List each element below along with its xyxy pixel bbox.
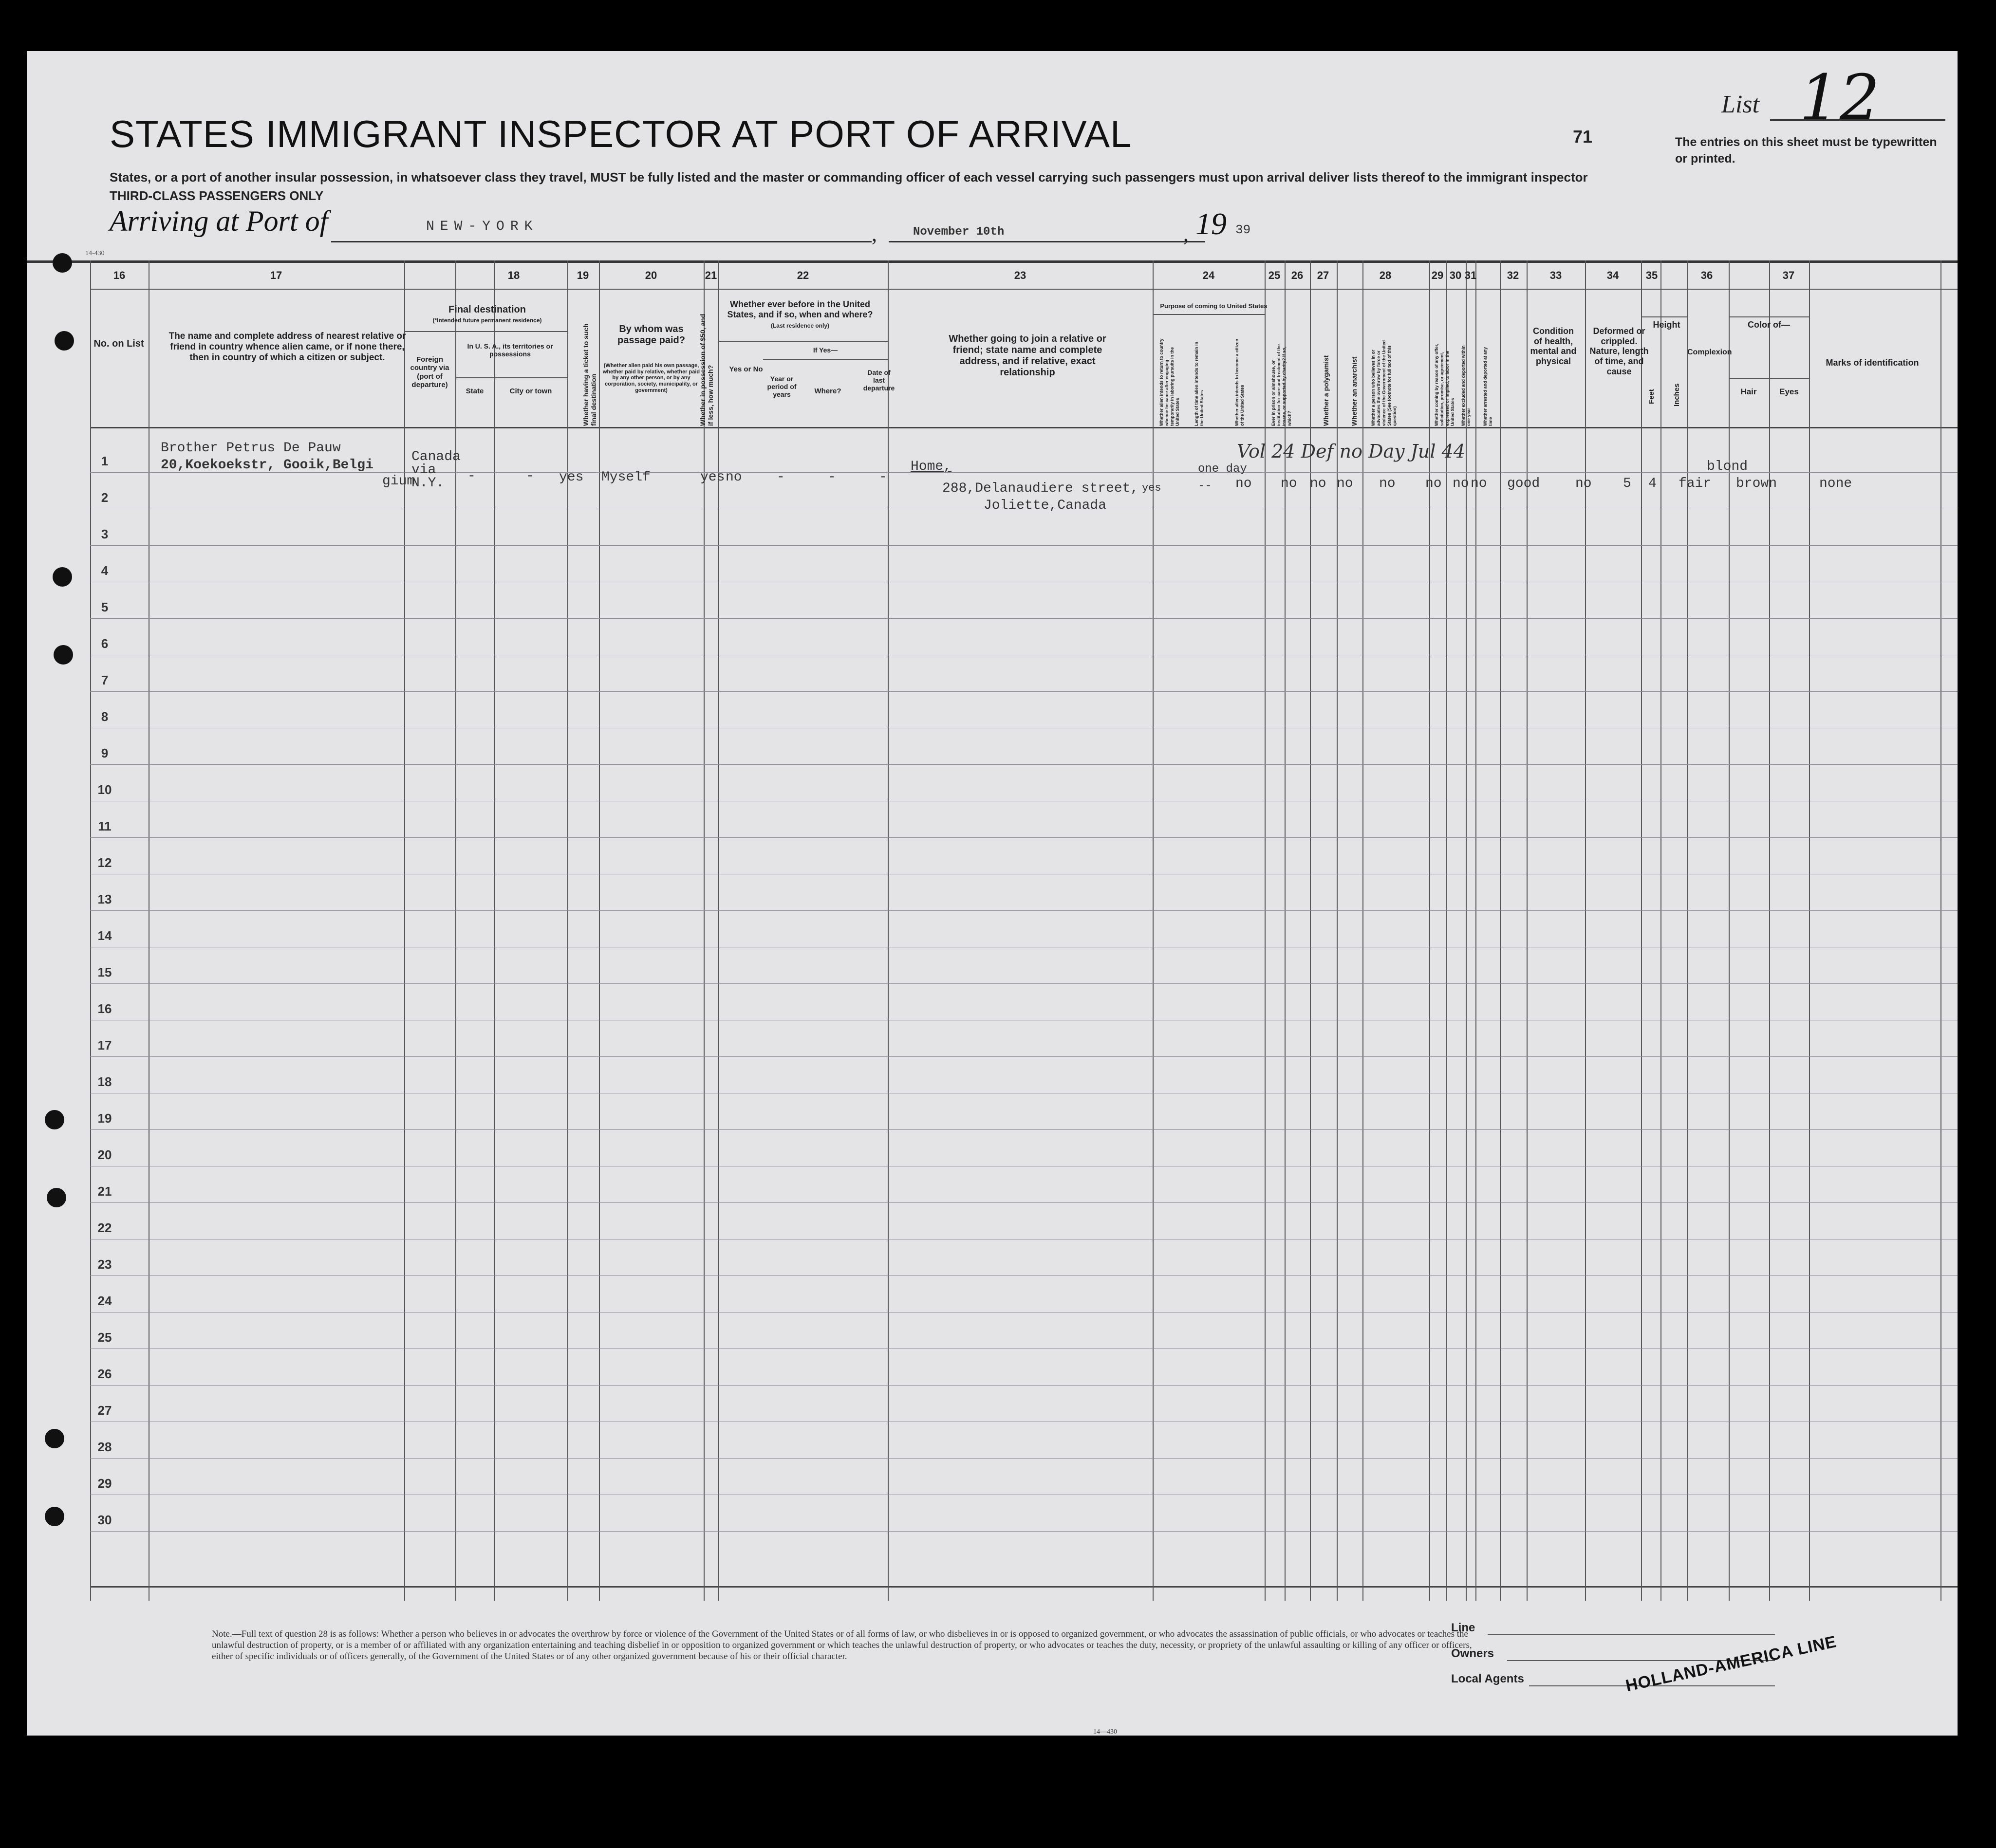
column-rule (494, 260, 495, 1601)
binding-hole (45, 1507, 64, 1526)
row-number: 1 (101, 454, 109, 468)
row-number: 7 (101, 673, 109, 687)
subheader-rule (718, 341, 888, 342)
subheader-rule (1641, 316, 1687, 317)
column-rule (1500, 260, 1501, 1601)
column-number: 22 (797, 269, 809, 281)
row-number: 6 (101, 636, 109, 651)
column-number: 25 (1268, 269, 1281, 281)
row-rule (90, 837, 1958, 838)
col24-b: Length of time alien intends to remain in the United States (1194, 341, 1204, 426)
row-rule (90, 1202, 1958, 1203)
column-rule (1466, 260, 1467, 1601)
table-top-rule (27, 260, 1958, 263)
date-underline (889, 241, 1205, 242)
line-underline (1488, 1634, 1775, 1635)
entry-state: - (467, 469, 476, 484)
header-bottom-rule (90, 427, 1958, 428)
arrival-port: NEW-YORK (426, 219, 539, 234)
footer-code: 14—430 (1093, 1728, 1117, 1736)
row-number: 27 (97, 1403, 112, 1418)
row-rule (90, 983, 1958, 984)
col32-header: Condition of health, mental and physical (1530, 326, 1577, 367)
entry-year-period: - (777, 470, 785, 485)
column-rule (567, 260, 568, 1601)
subtitle-line1: States, or a port of another insular possession, in whatsoever class they travel, MUST be fully listed and the master or commanding officer of each vessel carrying such passengers must upon arrival deliver lists thereof to the immigrant inspector (110, 170, 1588, 185)
entry-passage-paid: Myself (601, 470, 651, 485)
row-number: 19 (97, 1111, 112, 1126)
col36-header: Color of— (1748, 320, 1790, 330)
row-number: 21 (97, 1184, 112, 1199)
col18-title: Final destination (448, 304, 526, 315)
row-number: 8 (101, 709, 109, 724)
entry-eyes: brown (1736, 476, 1777, 491)
shipping-line-stamp: HOLLAND-AMERICA LINE (1624, 1632, 1839, 1696)
col22-period: Year or period of years (767, 375, 797, 399)
manifest-sheet (27, 51, 1958, 1736)
entry-polygamist: no (1310, 476, 1326, 491)
year-suffix: 39 (1235, 222, 1251, 237)
row-number: 3 (101, 527, 109, 541)
col18-city: City or town (509, 387, 552, 395)
entry-join-line3: Joliette,Canada (984, 498, 1107, 513)
col29-header: Whether coming by reason of any offer, solicitation, promise, or agreement, expressed or implied, to labor in the United States (1434, 343, 1455, 426)
binding-hole (53, 253, 72, 273)
col20-sub: (Whether alien paid his own passage, whether paid by relative, whether paid by any other person, or by any corporation, society, municipality, or government) (602, 363, 700, 393)
col31-header: Whether arrested and deported at any time (1483, 347, 1493, 426)
subheader-rule (1729, 378, 1809, 379)
entry-money: yes (700, 470, 725, 485)
colnum-rule (90, 289, 1958, 290)
row-number: 23 (97, 1257, 112, 1272)
row-rule (90, 764, 1958, 765)
entry-join-line2: 288,Delanaudiere street, (942, 481, 1139, 496)
row-rule (90, 910, 1958, 911)
col30-header: Whether excluded and deported within one year (1461, 345, 1471, 426)
col22-where: Where? (814, 387, 841, 395)
instruction-note: The entries on this sheet must be typewritten or printed. (1675, 135, 1937, 166)
binding-hole (45, 1110, 64, 1129)
column-number: 36 (1700, 269, 1713, 281)
footnote-q28: Note.—Full text of question 28 is as follows: Whether a person who believes in or advocates the overthrow by force or violence of the Government of the United States or of all forms of law, or who disbelieves in or is opposed to organized government, or who advocates the assassination of public officials, or who advocates or teaches the unlawful destruction of property, or is a member of or affiliated with any organization entertaining and teaching disbelief in or opposition to organized government or which teaches the unlawful destruction of property, or who advocates or teaches the duty, necessity, or propriety of the unlawful assaulting or killing of any officer or officers, either of specific individuals or of officers generally, of the Government of the United States or of any other organized government because of his or their official character. (212, 1629, 1472, 1662)
col22-yesno: Yes or No (729, 365, 763, 373)
col24-c: Whether alien intends to become a citizen of the United States (1234, 338, 1245, 426)
entry-prison: no (1281, 476, 1297, 491)
row-number: 30 (97, 1513, 112, 1527)
row-number: 12 (97, 855, 112, 870)
row-number: 17 (97, 1038, 112, 1053)
column-rule (599, 260, 600, 1601)
col18-usa: In U. S. A., its territories or possessions (467, 342, 553, 358)
column-number: 21 (705, 269, 717, 281)
entry-hair: blond (1707, 459, 1748, 474)
list-underline (1770, 119, 1945, 121)
col28-header: Whether a person who believes in or advocates the overthrow by force or violence of the Government of the United States (See footnote for full text of this question) (1371, 340, 1397, 426)
row-number: 26 (97, 1367, 112, 1381)
row-number: 28 (97, 1440, 112, 1454)
subheader-rule (1153, 314, 1265, 315)
column-rule (888, 260, 889, 1601)
column-number: 26 (1291, 269, 1304, 281)
row-rule (90, 1458, 1958, 1459)
row-rule (90, 545, 1958, 546)
col17-header: The name and complete address of nearest relative or friend in country whence alien came, or if none there, then in country of which a citizen or subject. (168, 331, 406, 363)
entry-join-line1: Home, (911, 459, 952, 474)
row-number: 14 (97, 928, 112, 943)
entry-city: - (526, 469, 534, 484)
column-number: 17 (270, 269, 282, 281)
entry-relative-line3: gium (382, 474, 415, 489)
row-number: 2 (101, 490, 109, 505)
row-rule (90, 1531, 1958, 1532)
row-number: 10 (97, 782, 112, 797)
row-rule (90, 1129, 1958, 1130)
arrival-date: November 10th (913, 225, 1005, 239)
sheet-mark: 71 (1573, 127, 1593, 147)
entry-foreign-country: Canada (411, 449, 461, 464)
column-number: 23 (1014, 269, 1026, 281)
line-label: Line (1451, 1621, 1475, 1634)
entry-feet: 5 (1623, 476, 1631, 491)
row-rule (90, 1385, 1958, 1386)
binding-hole (55, 331, 74, 351)
column-number: 19 (577, 269, 589, 281)
entry-marks: none (1819, 476, 1852, 491)
row-rule (90, 691, 1958, 692)
arriving-label: Arriving at Port of (110, 205, 328, 237)
entry-deformed: no (1575, 476, 1592, 491)
form-code: 14-430 (85, 250, 105, 257)
column-number: 29 (1431, 269, 1444, 281)
col24-header: Purpose of coming to United States (1160, 302, 1268, 310)
row-number: 22 (97, 1220, 112, 1235)
binding-hole (45, 1429, 64, 1448)
col27-header: Whether an anarchist (1350, 356, 1358, 426)
row-number: 15 (97, 965, 112, 979)
entry-become-citizen: no (1235, 476, 1252, 491)
comma2: , (1183, 222, 1189, 246)
entry-inches: 4 (1648, 476, 1657, 491)
col18-sub: (*Intended future permanent residence) (432, 317, 542, 324)
column-rule (1809, 260, 1810, 1601)
entry-date-departure: - (879, 470, 887, 485)
row-number: 24 (97, 1294, 112, 1308)
row-number: 16 (97, 1001, 112, 1016)
column-rule (1153, 260, 1154, 1601)
col35-header: Complexion (1687, 348, 1732, 356)
col18-state: State (466, 387, 484, 395)
subheader-rule (455, 377, 567, 378)
col25-header: Ever in prison or almshouse, or institution for care and treatment of the insane, or supported by charity? If so, which? (1271, 344, 1292, 426)
agents-label: Local Agents (1451, 1672, 1524, 1685)
subheader-rule (404, 331, 567, 332)
row-rule (90, 618, 1958, 619)
row-number: 9 (101, 746, 109, 760)
year-prefix: 19 (1195, 206, 1227, 241)
row-number: 11 (98, 819, 112, 833)
col22-sub: (Last residence only) (770, 322, 830, 329)
column-rule (404, 260, 405, 1601)
col37-header: Marks of identification (1826, 358, 1919, 368)
column-number: 34 (1606, 269, 1619, 281)
col24-a: Whether alien intends to return to country whence he came after engaging temporarily in laboring pursuits in the United States (1159, 338, 1180, 426)
col22-header: Whether ever before in the United States, and if so, when and where? (727, 299, 873, 319)
subheader-rule (1729, 316, 1809, 317)
column-rule (1660, 260, 1661, 1601)
col36-eyes: Eyes (1779, 387, 1799, 396)
col22-date: Date of last departure (863, 369, 895, 392)
col20-header: By whom was passage paid? (617, 324, 685, 346)
binding-hole (47, 1188, 66, 1207)
entry-via: via (411, 462, 436, 478)
table-bottom-rule (90, 1586, 1958, 1588)
row-number: 25 (97, 1330, 112, 1345)
row-number: 29 (97, 1476, 112, 1491)
header-subtitle (110, 168, 1588, 205)
entry-length-of-time: one day (1198, 462, 1247, 476)
handwritten-annotation: Vol 24 Def no Day Jul 44 (1237, 441, 1465, 462)
row-number: 20 (97, 1147, 112, 1162)
column-number: 30 (1449, 269, 1462, 281)
col23-header: Whether going to join a relative or friend; state name and complete address, and if relative, exact relationship (949, 333, 1106, 378)
col33-header: Deformed or crippled. Nature, length of time, and cause (1589, 326, 1649, 376)
entry-anarchist: no (1337, 476, 1353, 491)
column-number: 24 (1202, 269, 1215, 281)
column-number: 35 (1645, 269, 1658, 281)
subheader-rule (763, 359, 888, 360)
col26-header: Whether a polygamist (1322, 355, 1330, 426)
entry-health: good (1507, 476, 1540, 491)
binding-hole (54, 645, 73, 665)
entry-relative-line1: Brother Petrus De Pauw (161, 441, 341, 456)
column-rule (718, 260, 719, 1601)
comma: , (872, 222, 877, 246)
entry-where: - (828, 470, 836, 485)
column-rule (1527, 260, 1528, 1601)
entry-purpose-return: yes (1142, 482, 1161, 494)
port-underline (331, 241, 872, 242)
column-number: 32 (1507, 269, 1519, 281)
entry-excluded: no (1453, 476, 1469, 491)
col34-header: Height (1653, 320, 1680, 330)
owners-label: Owners (1451, 1647, 1494, 1660)
row-number: 13 (97, 892, 112, 906)
entry-port-departure: N.Y. (411, 476, 445, 491)
column-number: 27 (1317, 269, 1329, 281)
page-title: STATES IMMIGRANT INSPECTOR AT PORT OF ARRIVAL (110, 112, 1132, 155)
column-rule (704, 260, 705, 1601)
subtitle-line2: THIRD-CLASS PASSENGERS ONLY (110, 188, 324, 203)
column-rule (1475, 260, 1476, 1601)
entry-length-dash: -- (1198, 480, 1212, 493)
column-number: 33 (1549, 269, 1562, 281)
column-rule (1940, 260, 1941, 1601)
column-rule (1687, 260, 1688, 1601)
row-rule (90, 1275, 1958, 1276)
row-number: 4 (101, 563, 109, 578)
row-number: 5 (101, 600, 109, 614)
column-number: 37 (1782, 269, 1795, 281)
col36-hair: Hair (1740, 387, 1757, 396)
column-rule (1585, 260, 1586, 1601)
entry-relative-line2: 20,Koekoekstr, Gooik,Belgi (161, 458, 373, 473)
col34-inches: Inches (1673, 383, 1681, 407)
column-number: 16 (113, 269, 126, 281)
entry-arrested: no (1471, 476, 1487, 491)
entry-before-in-us: no (726, 470, 742, 485)
entry-complexion: fair (1679, 476, 1712, 491)
col19-header: Whether having a ticket to such final destination (582, 323, 597, 426)
column-rule (1769, 260, 1770, 1601)
column-number: 28 (1379, 269, 1392, 281)
row-number: 18 (97, 1074, 112, 1089)
column-number: 20 (645, 269, 657, 281)
entry-offer-labor: no (1425, 476, 1442, 491)
col18-foreign: Foreign country via (port of departure) (410, 355, 449, 389)
col34-feet: Feet (1647, 389, 1656, 404)
column-rule (1641, 260, 1642, 1601)
list-number: 12 (1799, 61, 1880, 135)
col16-header: No. on List (93, 338, 144, 349)
col22-ifyes: If Yes— (813, 346, 838, 354)
list-label: List (1721, 91, 1760, 118)
entry-ticket: yes (559, 470, 584, 485)
binding-hole (53, 567, 72, 587)
col21-header: Whether in possession of $50, and if less, how much? (699, 314, 714, 426)
row-rule (90, 1056, 1958, 1057)
entry-overthrow: no (1379, 476, 1396, 491)
column-number: 18 (507, 269, 520, 281)
column-number: 31 (1464, 269, 1477, 281)
